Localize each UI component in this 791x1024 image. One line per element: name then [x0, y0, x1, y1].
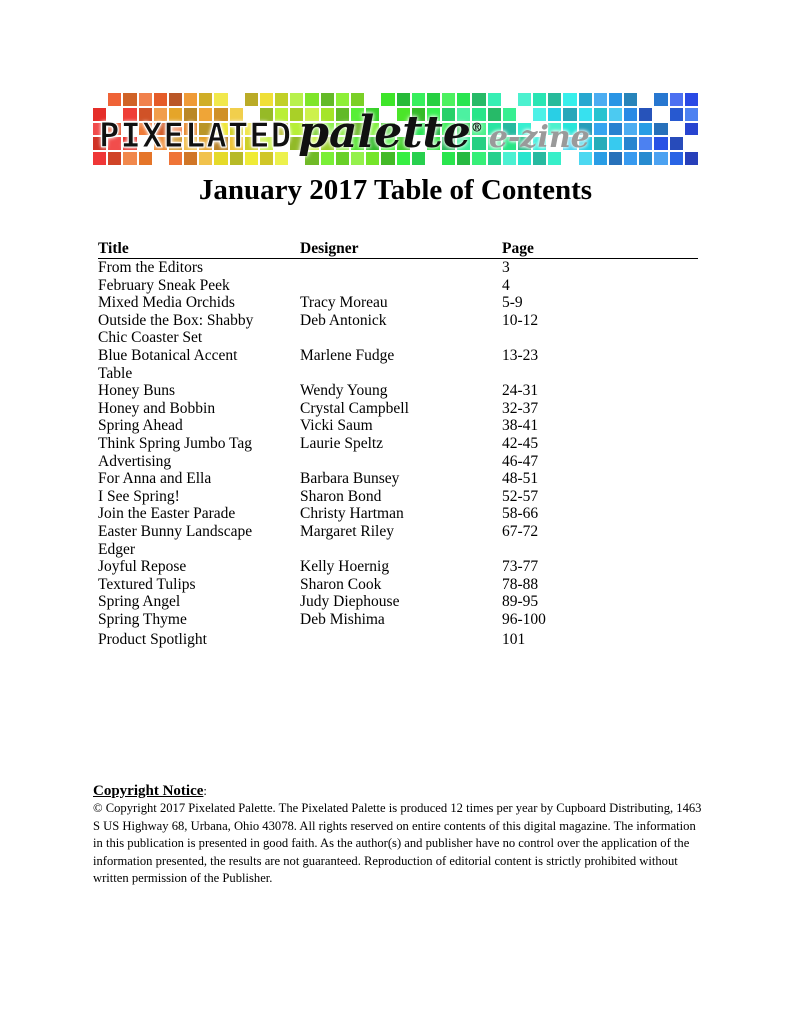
page-range: 101: [502, 631, 526, 649]
table-row: [98, 277, 698, 295]
pixel-tile: [594, 152, 607, 165]
pixel-tile: [639, 108, 652, 121]
table-row: [98, 470, 698, 488]
designer-name: Marlene Fudge: [300, 346, 395, 364]
pixel-tile: [594, 108, 607, 121]
table-row: [98, 382, 698, 400]
table-row: [98, 312, 698, 347]
designer-name: Deb Mishima: [300, 610, 385, 628]
logo-word-ezine: e-zine: [488, 120, 590, 155]
pixel-tile: [381, 93, 394, 106]
designer-name: Kelly Hoernig: [300, 558, 390, 576]
pixel-tile: [639, 93, 652, 106]
pixel-tile: [670, 152, 683, 165]
designer-name: Sharon Bond: [300, 487, 382, 505]
pixel-tile: [654, 108, 667, 121]
article-title: Mixed Media Orchids: [98, 294, 235, 312]
designer-name: [300, 453, 502, 471]
article-title: Easter Bunny Landscape Edger: [98, 522, 253, 558]
designer-name: [300, 277, 502, 295]
pixel-tile: [366, 93, 379, 106]
designer-name: Margaret Riley: [300, 522, 394, 540]
designer-name: Vicki Saum: [300, 417, 373, 435]
pixel-tile: [594, 137, 607, 150]
table-row: [98, 453, 698, 471]
page-range: 13-23: [502, 346, 539, 364]
article-title: Spring Angel: [98, 593, 181, 611]
designer-name: Laurie Speltz: [300, 434, 384, 452]
pixel-tile: [472, 93, 485, 106]
pixel-tile: [639, 123, 652, 136]
pixel-tile: [533, 93, 546, 106]
pixel-tile: [230, 93, 243, 106]
page-range: 3: [502, 259, 510, 276]
pixel-tile: [594, 123, 607, 136]
pixel-tile: [199, 93, 212, 106]
designer-name: [300, 259, 502, 277]
pixel-tile: [609, 123, 622, 136]
pixel-tile: [245, 93, 258, 106]
pixel-tile: [108, 93, 121, 106]
pixel-tile: [654, 93, 667, 106]
article-title: Joyful Repose: [98, 558, 187, 576]
pixel-tile: [214, 93, 227, 106]
pixel-tile: [609, 152, 622, 165]
designer-name: Deb Antonick: [300, 311, 387, 329]
pixel-tile: [670, 108, 683, 121]
designer-name: [300, 631, 502, 649]
designer-name: Judy Diephouse: [300, 593, 400, 611]
table-header: [98, 239, 698, 259]
copyright-body: © Copyright 2017 Pixelated Palette. The Pixelated Palette is produced 12 times per year by Cupboard Distributing, 1463 S US Highway 68, Urbana, Ohio 43078. All rights reserved on entire contents of this digital magazine. The information in this publication is presented in good faith. As the author(s) and publisher have no control over the application of the information presented, the results are not guaranteed. Reproduction of editorial content is strictly prohibited without written permission of the Publisher.: [93, 801, 702, 886]
pixel-tile: [548, 93, 561, 106]
pixel-tile: [93, 93, 106, 106]
page-range: 73-77: [502, 558, 539, 576]
pixel-tile: [685, 108, 698, 121]
page-range: 46-47: [502, 452, 539, 470]
page-range: 5-9: [502, 294, 523, 312]
pixel-tile: [594, 93, 607, 106]
page-range: 67-72: [502, 522, 539, 540]
pixel-tile: [518, 93, 531, 106]
pixel-tile: [184, 93, 197, 106]
table-row: [98, 347, 698, 382]
pixel-tile: [654, 152, 667, 165]
article-title: February Sneak Peek: [98, 276, 230, 294]
magazine-banner-logo: [93, 93, 698, 165]
pixel-tile: [563, 93, 576, 106]
pixel-tile: [321, 93, 334, 106]
header-title: Title: [98, 240, 129, 257]
pixel-tile: [351, 93, 364, 106]
table-row: [98, 259, 698, 277]
designer-name: Christy Hartman: [300, 505, 404, 523]
pixel-tile: [275, 93, 288, 106]
table-row: [98, 417, 698, 435]
page-range: 48-51: [502, 470, 539, 488]
article-title: Advertising: [98, 452, 172, 470]
article-title: Spring Ahead: [98, 417, 183, 435]
designer-name: Tracy Moreau: [300, 294, 388, 312]
pixel-tile: [639, 137, 652, 150]
pixel-tile: [609, 137, 622, 150]
pixel-tile: [579, 93, 592, 106]
article-title: Blue Botanical Accent Table: [98, 346, 238, 382]
page-range: 58-66: [502, 505, 539, 523]
table-row: [98, 558, 698, 576]
designer-name: Sharon Cook: [300, 575, 382, 593]
pixel-tile: [169, 93, 182, 106]
page-range: 24-31: [502, 382, 539, 400]
article-title: Honey Buns: [98, 382, 176, 400]
pixel-tile: [654, 123, 667, 136]
logo-word-pixelated: PIXELATED: [99, 116, 293, 156]
pixel-tile: [488, 93, 501, 106]
page-range: 10-12: [502, 311, 539, 329]
pixel-tile: [624, 152, 637, 165]
article-title: Textured Tulips: [98, 575, 196, 593]
copyright-title: Copyright Notice: [93, 783, 204, 799]
pixel-tile: [442, 93, 455, 106]
designer-name: Wendy Young: [300, 382, 388, 400]
article-title: Think Spring Jumbo Tag: [98, 434, 253, 452]
article-title: From the Editors: [98, 259, 204, 276]
pixel-tile: [685, 93, 698, 106]
pixel-tile: [412, 93, 425, 106]
article-title: I See Spring!: [98, 487, 180, 505]
table-row: [98, 488, 698, 506]
pixel-tile: [503, 93, 516, 106]
page-range: 42-45: [502, 434, 539, 452]
pixel-tile: [427, 93, 440, 106]
table-of-contents: [98, 239, 698, 649]
pixel-tile: [609, 93, 622, 106]
page-range: 52-57: [502, 487, 539, 505]
pixel-tile: [624, 137, 637, 150]
pixel-tile: [123, 93, 136, 106]
pixel-tile: [305, 93, 318, 106]
designer-name: Barbara Bunsey: [300, 470, 400, 488]
pixel-tile: [624, 93, 637, 106]
copyright-notice: Copyright Notice: © Copyright 2017 Pixelated Palette. The Pixelated Palette is produced 12 times per year by Cupboard Distributing, 1463 S US Highway 68, Urbana, Ohio 43078. All rights reserved on entire contents of this digital magazine. The information in this publication is presented in good faith. As the author(s) and publisher have no control over the application of the information presented, the results are not guaranteed. Reproduction of editorial content is strictly prohibited without written permission of the Publisher.: [93, 783, 703, 887]
table-row: [98, 631, 698, 649]
pixel-tile: [670, 93, 683, 106]
table-row: [98, 294, 698, 312]
page-range: 32-37: [502, 399, 539, 417]
table-row: [98, 611, 698, 629]
table-row: [98, 505, 698, 523]
pixel-tile: [397, 93, 410, 106]
article-title: Spring Thyme: [98, 610, 187, 628]
pixel-tile: [670, 137, 683, 150]
logo-text: [99, 107, 590, 158]
pixel-tile: [290, 93, 303, 106]
page-range: 96-100: [502, 610, 546, 628]
pixel-tile: [685, 137, 698, 150]
article-title: For Anna and Ella: [98, 470, 212, 488]
pixel-tile: [624, 108, 637, 121]
logo-word-palette: palette®: [298, 107, 483, 158]
table-row: [98, 400, 698, 418]
table-row: [98, 593, 698, 611]
page-title: January 2017 Table of Contents: [198, 174, 593, 206]
pixel-tile: [139, 93, 152, 106]
table-row: [98, 523, 698, 558]
page-range: 38-41: [502, 417, 539, 435]
pixel-tile: [457, 93, 470, 106]
pixel-tile: [670, 123, 683, 136]
page-range: 89-95: [502, 593, 539, 611]
table-row: [98, 435, 698, 453]
pixel-tile: [609, 108, 622, 121]
pixel-tile: [639, 152, 652, 165]
page-range: 78-88: [502, 575, 539, 593]
article-title: Product Spotlight: [98, 631, 207, 649]
article-title: Outside the Box: Shabby Chic Coaster Set: [98, 311, 254, 347]
table-row: [98, 576, 698, 594]
article-title: Join the Easter Parade: [98, 505, 236, 523]
header-designer: Designer: [300, 240, 359, 257]
designer-name: Crystal Campbell: [300, 399, 409, 417]
pixel-tile: [654, 137, 667, 150]
pixel-tile: [154, 93, 167, 106]
article-title: Honey and Bobbin: [98, 399, 216, 417]
pixel-tile: [336, 93, 349, 106]
header-page: Page: [502, 240, 534, 257]
pixel-tile: [260, 93, 273, 106]
pixel-tile: [685, 123, 698, 136]
pixel-tile: [685, 152, 698, 165]
page-range: 4: [502, 276, 510, 294]
pixel-tile: [624, 123, 637, 136]
